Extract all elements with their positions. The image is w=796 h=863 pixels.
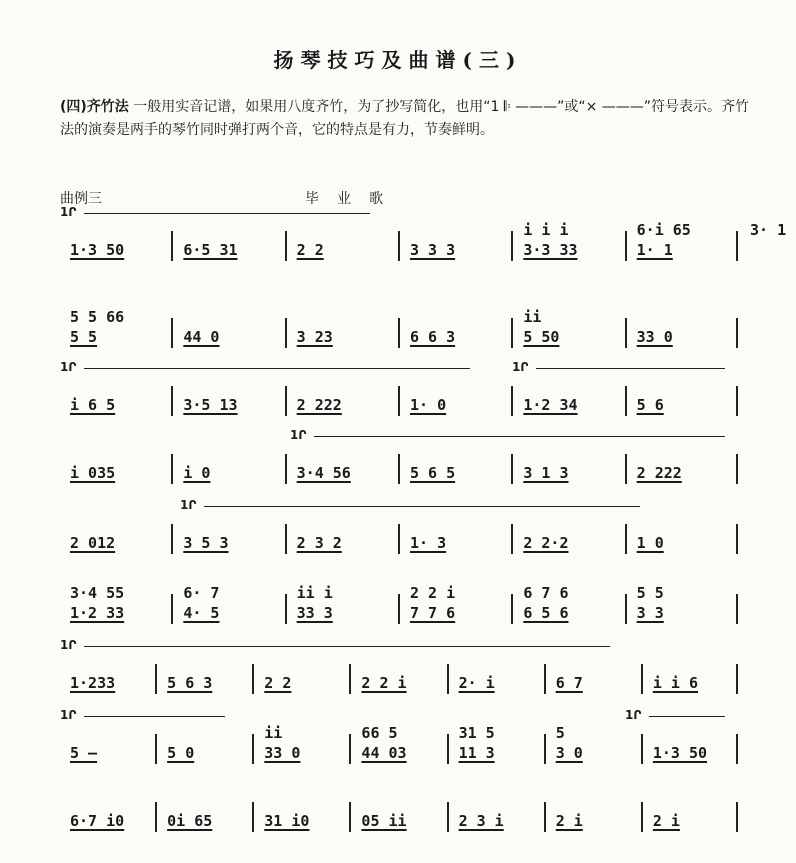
notation-row	[60, 708, 740, 768]
octave-mark: 1Ր	[60, 708, 77, 722]
bar-line	[625, 454, 627, 484]
measure-notes: 5 50	[523, 328, 560, 346]
bar-line	[447, 664, 449, 694]
measure-notes: 1· 1	[636, 241, 673, 259]
measure-notes: 4· 5	[183, 604, 220, 622]
song-title: 毕业歌	[305, 191, 401, 207]
measure-notes: 2 2	[296, 241, 324, 259]
notation-row	[60, 205, 787, 265]
upper-voice-measure: 66 5	[361, 724, 398, 742]
notation-row	[60, 776, 740, 836]
upper-voice-measure: 6 7 6	[523, 584, 569, 602]
measure-notes: i 0	[183, 464, 211, 482]
section-label: (四)齐竹法	[60, 99, 129, 115]
measure-notes: 44 03	[361, 744, 407, 762]
measure-notes: 3 3	[636, 604, 664, 622]
measure-notes: 2 2	[264, 674, 292, 692]
measure-notes: 3 23	[296, 328, 333, 346]
measure-notes: i 6 5	[70, 396, 116, 414]
notation-row	[60, 638, 740, 698]
measure-notes: 5 6	[636, 396, 664, 414]
measure-notes: 2 3 2	[296, 534, 342, 552]
bar-line	[398, 231, 400, 261]
bar-line	[736, 802, 738, 832]
bar-line	[349, 664, 351, 694]
measure-notes: 33 0	[264, 744, 301, 762]
upper-voice-measure: 3·4 55	[70, 584, 125, 602]
bar-line	[641, 734, 643, 764]
bar-line	[511, 386, 513, 416]
bar-line	[736, 318, 738, 348]
measure-notes: 11 3	[458, 744, 495, 762]
octave-mark: 1Ր	[60, 360, 77, 374]
bar-line	[625, 386, 627, 416]
measure-notes: 6 5 6	[523, 604, 569, 622]
bar-line	[398, 454, 400, 484]
bar-line	[252, 734, 254, 764]
bar-line	[511, 594, 513, 624]
upper-voice-measure: 5 5	[636, 584, 664, 602]
page-title: 扬琴技巧及曲谱(三)	[273, 48, 523, 72]
bar-line	[641, 802, 643, 832]
octave-extension-line	[84, 716, 225, 717]
measure-notes: 1·2 34	[523, 396, 578, 414]
bar-line	[641, 664, 643, 694]
bar-line	[285, 318, 287, 348]
measure-notes: 5 6 5	[410, 464, 456, 482]
octave-mark: 1Ր	[60, 638, 77, 652]
measure-notes: 1·233	[70, 674, 116, 692]
bar-line	[285, 524, 287, 554]
measure-notes: 2 i	[652, 812, 680, 830]
measure-notes: i 035	[70, 464, 116, 482]
measure-notes: 3·5 13	[183, 396, 238, 414]
measure-notes: 1·2 33	[70, 604, 125, 622]
bar-line	[625, 231, 627, 261]
upper-voice-measure: 2 2 i	[410, 584, 456, 602]
bar-line	[544, 802, 546, 832]
measure-notes: 2 222	[296, 396, 342, 414]
octave-mark: 1Ր	[60, 205, 77, 219]
bar-line	[171, 524, 173, 554]
measure-notes: 2· i	[458, 674, 495, 692]
bar-line	[252, 802, 254, 832]
bar-line	[736, 386, 738, 416]
measure-notes: 3 3 3	[410, 241, 456, 259]
octave-extension-line	[314, 436, 725, 437]
bar-line	[252, 664, 254, 694]
bar-line	[625, 524, 627, 554]
bar-line	[171, 454, 173, 484]
bar-line	[736, 231, 738, 261]
upper-voice-measure: 5 5 66	[70, 308, 125, 326]
octave-mark: 1Ր	[625, 708, 642, 722]
measure-notes: 2 012	[70, 534, 116, 552]
upper-voice-measure: 31 5	[458, 724, 495, 742]
bar-line	[736, 454, 738, 484]
bar-line	[544, 664, 546, 694]
bar-line	[171, 231, 173, 261]
octave-extension-line	[84, 646, 610, 647]
intro-paragraph	[60, 96, 750, 142]
measure-notes: 7 7 6	[410, 604, 456, 622]
bar-line	[511, 524, 513, 554]
bar-line	[736, 664, 738, 694]
measure-notes: 5 5	[70, 328, 98, 346]
measure-notes: 31 i0	[264, 812, 310, 830]
bar-line	[398, 318, 400, 348]
upper-voice-measure: ii i	[296, 584, 333, 602]
bar-line	[398, 594, 400, 624]
bar-line	[625, 594, 627, 624]
measure-notes: 3·3 33	[523, 241, 578, 259]
bar-line	[625, 318, 627, 348]
bar-line	[447, 802, 449, 832]
bar-line	[398, 524, 400, 554]
measure-notes: 33 0	[636, 328, 673, 346]
bar-line	[285, 386, 287, 416]
octave-extension-line	[649, 716, 725, 717]
measure-notes: 0i 65	[167, 812, 213, 830]
measure-notes: 6·5 31	[183, 241, 238, 259]
measure-notes: 1·3 50	[70, 241, 125, 259]
bar-line	[171, 594, 173, 624]
measure-notes: 1· 3	[410, 534, 447, 552]
upper-voice-measure: 6·i 65	[636, 221, 691, 239]
measure-notes: 2 222	[636, 464, 682, 482]
upper-voice-measure: 3· 1	[750, 221, 787, 239]
octave-mark: 1Ր	[290, 428, 307, 442]
notation-row	[60, 292, 740, 352]
measure-notes: 3 1 3	[523, 464, 569, 482]
notation-row	[60, 428, 740, 488]
bar-line	[398, 386, 400, 416]
bar-line	[736, 594, 738, 624]
measure-notes: 1· 0	[410, 396, 447, 414]
bar-line	[511, 318, 513, 348]
bar-line	[349, 802, 351, 832]
measure-notes: 1 0	[636, 534, 664, 552]
bar-line	[285, 231, 287, 261]
bar-line	[171, 318, 173, 348]
bar-line	[285, 594, 287, 624]
bar-line	[736, 524, 738, 554]
bar-line	[285, 454, 287, 484]
bar-line	[171, 386, 173, 416]
bar-line	[736, 734, 738, 764]
intro-text: 一般用实音记谱，如果用八度齐竹，为了抄写简化，也用“1 𝄆 ———”或“× ———”符号表示。齐竹法的演奏是两手的琴竹同时弹打两个音，它的特点是有力，节奏鲜明。	[60, 99, 750, 138]
notation-row	[60, 498, 740, 558]
measure-notes: 3 0	[555, 744, 583, 762]
measure-notes: 2 2 i	[361, 674, 407, 692]
example-label: 曲例三	[60, 191, 102, 207]
octave-extension-line	[536, 368, 725, 369]
octave-extension-line	[84, 368, 470, 369]
measure-notes: 6 6 3	[410, 328, 456, 346]
measure-notes: 5 6 3	[167, 674, 213, 692]
octave-extension-line	[204, 506, 640, 507]
measure-notes: i i 6	[652, 674, 698, 692]
notation-row	[60, 568, 740, 628]
measure-notes: 5 0	[167, 744, 195, 762]
measure-notes: 44 0	[183, 328, 220, 346]
octave-mark: 1Ր	[180, 498, 197, 512]
bar-line	[155, 734, 157, 764]
measure-notes: 05 ii	[361, 812, 407, 830]
measure-notes: 2 i	[555, 812, 583, 830]
octave-mark: 1Ր	[512, 360, 529, 374]
bar-line	[447, 734, 449, 764]
bar-line	[544, 734, 546, 764]
bar-line	[511, 231, 513, 261]
upper-voice-measure: ii	[264, 724, 283, 742]
measure-notes: 5 —	[70, 744, 98, 762]
measure-notes: 6 7	[555, 674, 583, 692]
measure-notes: 33 3	[296, 604, 333, 622]
upper-voice-measure: 6· 7	[183, 584, 220, 602]
bar-line	[349, 734, 351, 764]
measure-notes: 2 3 i	[458, 812, 504, 830]
upper-voice-measure: ii	[523, 308, 542, 326]
bar-line	[155, 802, 157, 832]
octave-extension-line	[84, 213, 370, 214]
upper-voice-measure: i i i	[523, 221, 569, 239]
bar-line	[155, 664, 157, 694]
notation-row	[60, 360, 740, 420]
measure-notes: 1·3 50	[652, 744, 708, 762]
measure-notes: 2 2·2	[523, 534, 569, 552]
bar-line	[511, 454, 513, 484]
measure-notes: 3·4 56	[296, 464, 351, 482]
measure-notes: 6·7 i0	[70, 812, 125, 830]
measure-notes: 3 5 3	[183, 534, 229, 552]
upper-voice-measure: 5	[555, 724, 565, 742]
